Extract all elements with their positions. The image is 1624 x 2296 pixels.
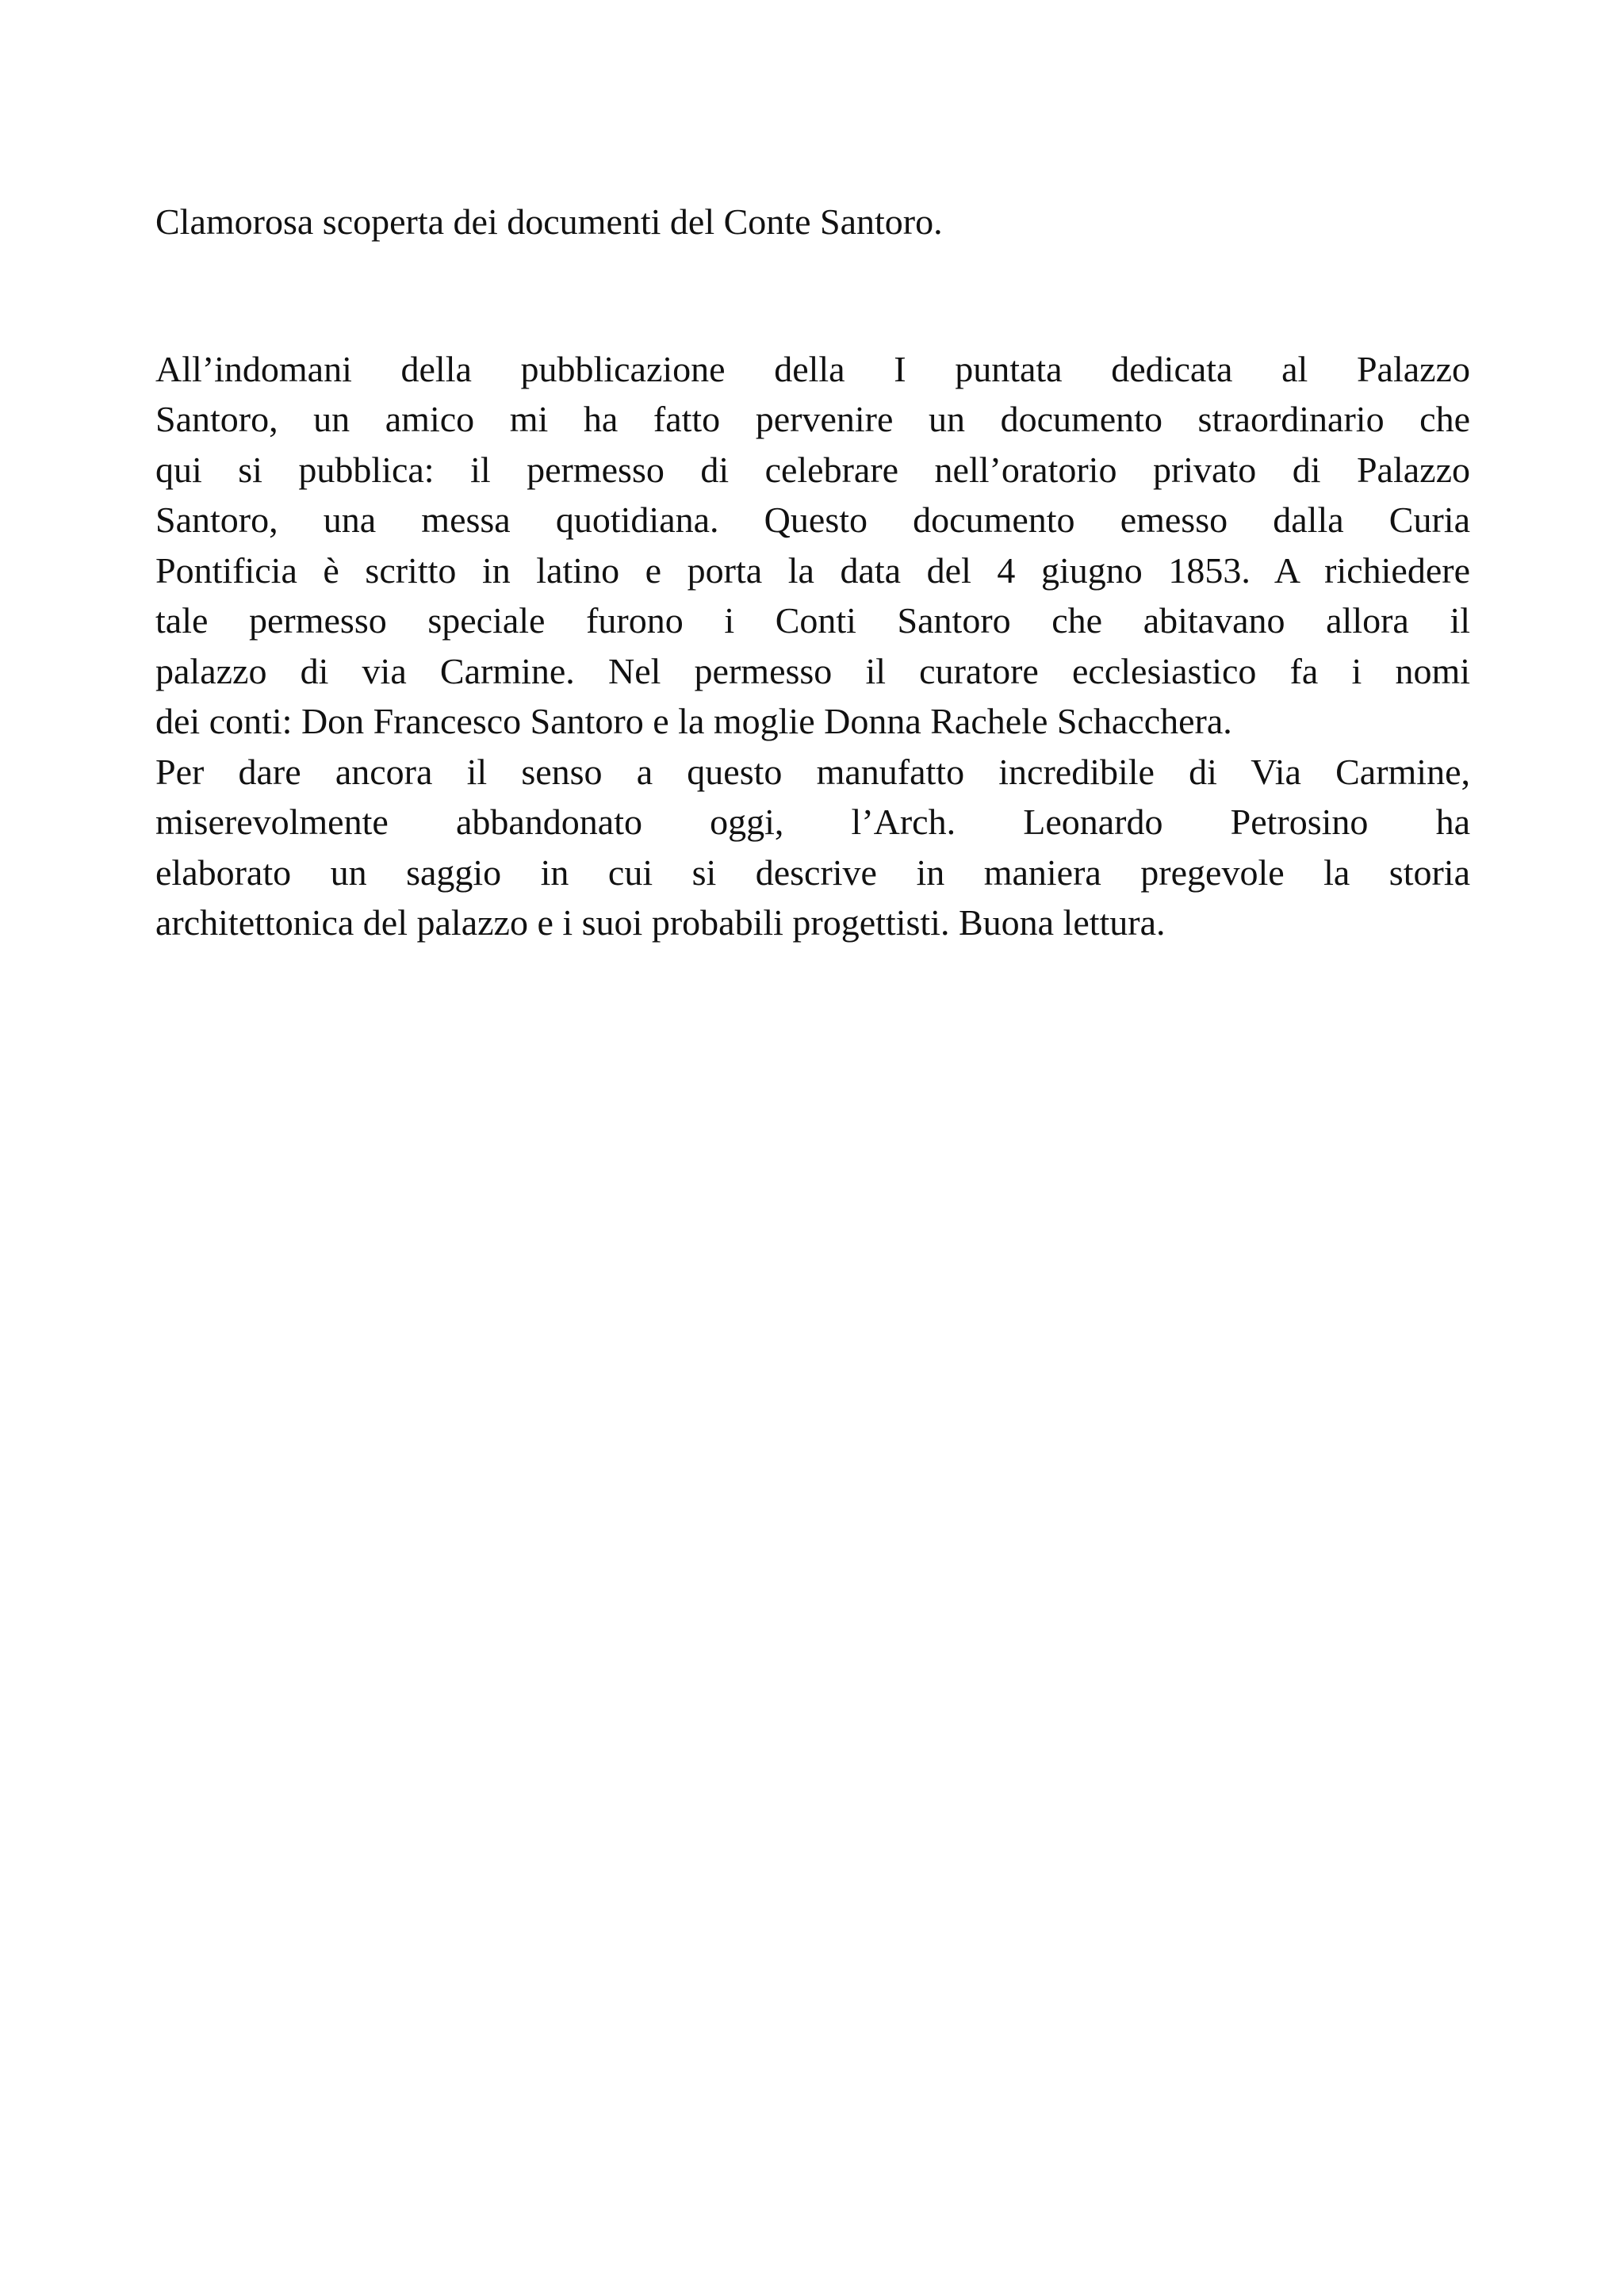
text-line: architettonica del palazzo e i suoi probabili progettisti. Buona lettura. [155,902,1166,943]
text-line: Pontificia è scritto in latino e porta la data del 4 giugno 1853. A richiedere [155,549,1470,591]
text-line: tale permesso speciale furono i Conti Santoro che abitavano allora il [155,600,1470,641]
paragraph-2 [155,747,1470,948]
paragraph-1 [155,344,1470,747]
text-line: elaborato un saggio in cui si descrive in maniera pregevole la storia [155,851,1470,893]
text-line: Santoro, una messa quotidiana. Questo documento emesso dalla Curia [155,499,1470,540]
text-line: All’indomani della pubblicazione della I puntata dedicata al Palazzo [155,348,1470,389]
text-line: Per dare ancora il senso a questo manufatto incredibile di Via Carmine, [155,751,1470,792]
document-title: Clamorosa scoperta dei documenti del Conte Santoro. [155,201,943,242]
text-line: miserevolmente abbandonato oggi, l’Arch. Leonardo Petrosino ha [155,802,1470,842]
text-line: Santoro, un amico mi ha fatto pervenire un documento straordinario che [155,399,1470,439]
text-line: dei conti: Don Francesco Santoro e la moglie Donna Rachele Schacchera. [155,701,1232,741]
text-line: palazzo di via Carmine. Nel permesso il curatore ecclesiastico fa i nomi [155,650,1470,691]
text-line: qui si pubblica: il permesso di celebrare nell’oratorio privato di Palazzo [155,449,1470,490]
document-content [155,197,1470,948]
document-body [155,344,1470,948]
